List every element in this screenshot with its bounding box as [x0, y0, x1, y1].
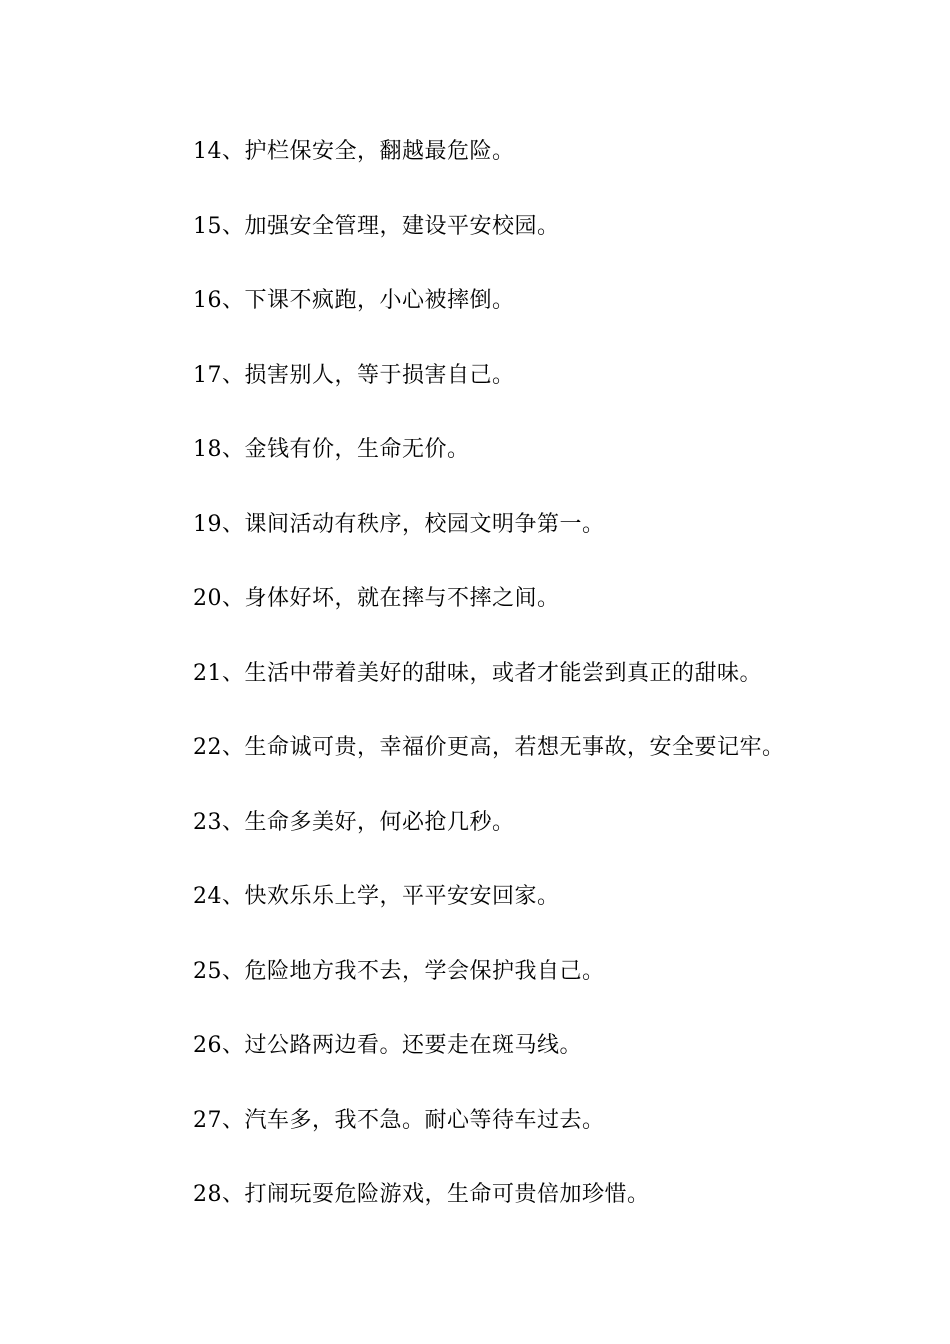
list-item: 17、损害别人，等于损害自己。 [193, 362, 515, 388]
list-item: 28、打闹玩耍危险游戏，生命可贵倍加珍惜。 [193, 1182, 650, 1207]
list-item: 14、护栏保安全，翻越最危险。 [193, 139, 515, 164]
list-item: 22、生命诚可贵，幸福价更高，若想无事故，安全要记牢。 [193, 735, 785, 760]
list-item: 16、下课不疯跑，小心被摔倒。 [193, 288, 515, 313]
list-item: 23、生命多美好，何必抢几秒。 [193, 809, 515, 835]
list-item: 19、课间活动有秩序，校园文明争第一。 [193, 511, 605, 537]
list-item: 26、过公路两边看。还要走在斑马线。 [193, 1033, 582, 1058]
list-item: 21、生活中带着美好的甜味，或者才能尝到真正的甜味。 [193, 660, 762, 686]
list-item: 20、身体好坏，就在摔与不摔之间。 [193, 586, 560, 611]
list-item: 24、快欢乐乐上学，平平安安回家。 [193, 884, 560, 909]
list-item: 27、汽车多，我不急。耐心等待车过去。 [193, 1107, 605, 1133]
list-item: 18、金钱有价，生命无价。 [193, 437, 470, 462]
slogan-list [193, 133, 933, 1251]
list-item: 15、加强安全管理，建设平安校园。 [193, 213, 560, 239]
list-item: 25、危险地方我不去，学会保护我自己。 [193, 958, 605, 984]
